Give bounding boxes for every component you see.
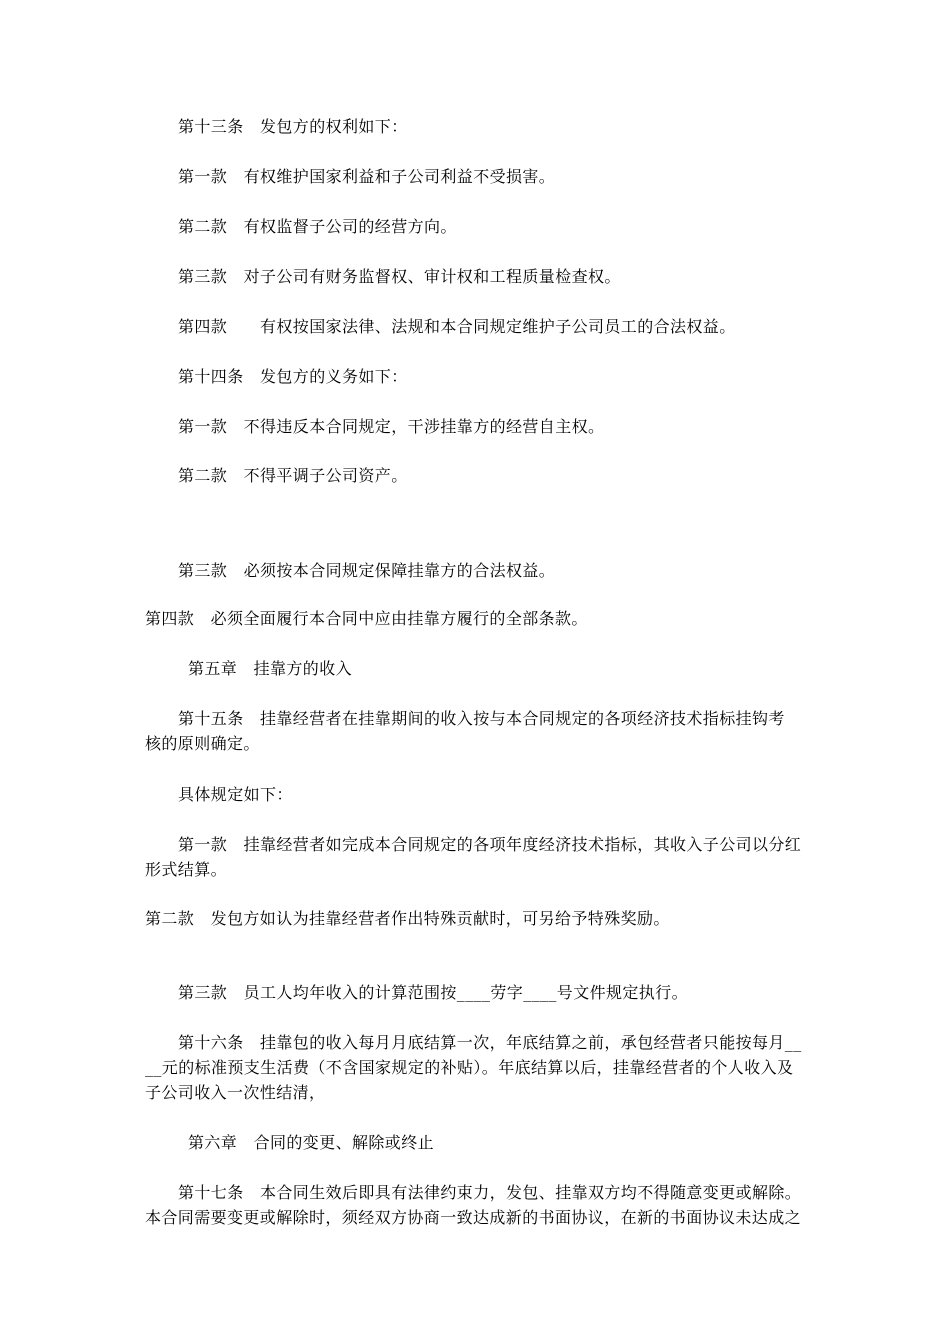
- article-15-clause-1: 第一款 挂靠经营者如完成本合同规定的各项年度经济技术指标，其收入子公司以分红: [178, 835, 802, 854]
- article-15-clause-2: 第二款 发包方如认为挂靠经营者作出特殊贡献时，可另给予特殊奖励。: [145, 909, 670, 928]
- article-15-text: 第十五条 挂靠经营者在挂靠期间的收入按与本合同规定的各项经济技术指标挂钩考: [178, 709, 785, 728]
- article-14-clause-4: 第四款 必须全面履行本合同中应由挂靠方履行的全部条款。: [145, 609, 588, 628]
- article-13-clause-3: 第三款 对子公司有财务监督权、审计权和工程质量检查权。: [178, 267, 621, 286]
- article-13-clause-2: 第二款 有权监督子公司的经营方向。: [178, 217, 457, 236]
- chapter-5-heading: 第五章 挂靠方的收入: [188, 659, 353, 678]
- article-17-text: 第十七条 本合同生效后即具有法律约束力，发包、挂靠双方均不得随意变更或解除。: [178, 1183, 802, 1202]
- article-15-clause-3: 第三款 员工人均年收入的计算范围按____劳字____号文件规定执行。: [178, 983, 689, 1002]
- chapter-6-heading: 第六章 合同的变更、解除或终止: [188, 1133, 435, 1152]
- article-13-clause-4: 第四款 有权按国家法律、法规和本合同规定维护子公司员工的合法权益。: [178, 317, 736, 336]
- article-15-text-cont: 核的原则确定。: [145, 734, 260, 753]
- article-17-text-cont: 本合同需要变更或解除时，须经双方协商一致达成新的书面协议，在新的书面协议未达成之: [145, 1208, 802, 1227]
- article-13-heading: 第十三条 发包方的权利如下：: [178, 117, 408, 136]
- article-16-text-cont-1: __元的标准预支生活费（不含国家规定的补贴）。年底结算以后，挂靠经营者的个人收入及: [145, 1058, 794, 1077]
- article-14-clause-2: 第二款 不得平调子公司资产。: [178, 466, 408, 485]
- article-14-heading: 第十四条 发包方的义务如下：: [178, 367, 408, 386]
- article-16-text: 第十六条 挂靠包的收入每月月底结算一次，年底结算之前，承包经营者只能按每月__: [178, 1033, 802, 1052]
- article-14-clause-1: 第一款 不得违反本合同规定，干涉挂靠方的经营自主权。: [178, 417, 605, 436]
- article-13-clause-1: 第一款 有权维护国家利益和子公司利益不受损害。: [178, 167, 556, 186]
- article-14-clause-3: 第三款 必须按本合同规定保障挂靠方的合法权益。: [178, 561, 556, 580]
- article-16-text-cont-2: 子公司收入一次性结清，: [145, 1083, 326, 1102]
- specific-rules-heading: 具体规定如下：: [178, 785, 293, 804]
- article-15-clause-1-cont: 形式结算。: [145, 860, 228, 879]
